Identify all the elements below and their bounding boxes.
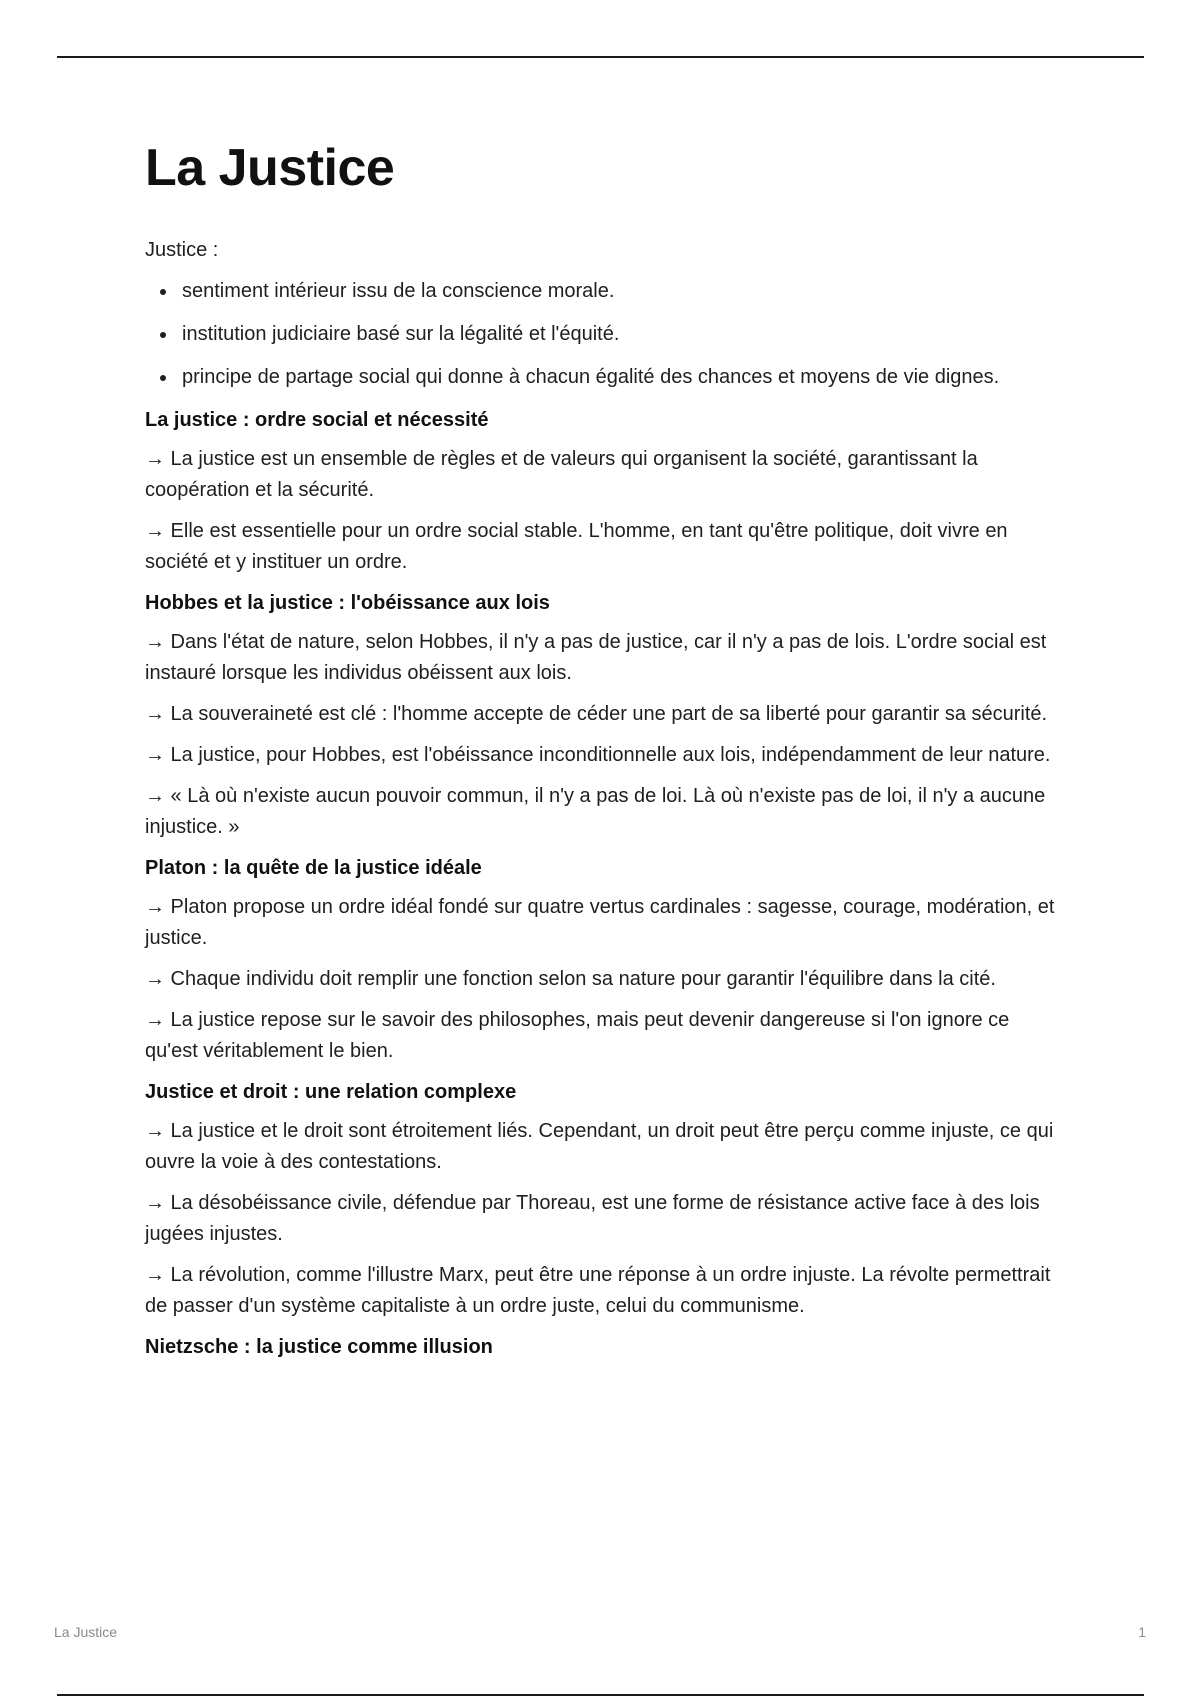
footer-document-title: La Justice [54,1624,118,1640]
section-heading: Hobbes et la justice : l'obéissance aux lois [145,592,550,615]
definition-item: sentiment intérieur issu de la conscience morale. [182,276,1065,307]
paragraph: → La justice repose sur le savoir des philosophes, mais peut devenir dangereuse si l'on ignore ce qu'est véritablement le bien. [145,1009,1010,1063]
page-content [145,140,1065,1371]
page-title: La Justice [145,139,395,197]
section-heading: Platon : la quête de la justice idéale [145,857,482,880]
definition-list [145,276,1065,393]
intro-label: Justice : [145,239,219,262]
paragraph: → Elle est essentielle pour un ordre social stable. L'homme, en tant qu'être politique, doit vivre en société et y instituer un ordre. [145,520,1008,574]
paragraph: → La justice est un ensemble de règles et de valeurs qui organisent la société, garantissant la coopération et la sécurité. [145,448,978,502]
footer-page-number: 1 [1138,1624,1146,1640]
definition-item: institution judiciaire basé sur la légalité et l'équité. [182,319,1065,350]
section-heading: Justice et droit : une relation complexe [145,1081,517,1104]
paragraph: → La justice et le droit sont étroitement liés. Cependant, un droit peut être perçu comme injuste, ce qui ouvre la voie à des contestations. [145,1120,1054,1174]
section-nietzsche [145,1332,1065,1363]
section-heading: La justice : ordre social et nécessité [145,409,489,432]
paragraph: → Platon propose un ordre idéal fondé sur quatre vertus cardinales : sagesse, courage, modération, et justice. [145,896,1055,950]
paragraph: → La souveraineté est clé : l'homme accepte de céder une part de sa liberté pour garantir sa sécurité. [145,703,1048,726]
top-rule [57,56,1144,58]
section-justice-droit [145,1077,1065,1322]
section-platon [145,853,1065,1067]
paragraph: → « Là où n'existe aucun pouvoir commun, il n'y a pas de loi. Là où n'existe pas de loi, il n'y a aucune injustice. » [145,785,1046,839]
definition-item: principe de partage social qui donne à chacun égalité des chances et moyens de vie dignes. [182,362,1065,393]
paragraph: → Dans l'état de nature, selon Hobbes, il n'y a pas de justice, car il n'y a pas de lois. L'ordre social est instauré lorsque les individus obéissent aux lois. [145,631,1047,685]
section-ordre-social [145,405,1065,578]
paragraph: → La désobéissance civile, défendue par Thoreau, est une forme de résistance active face à des lois jugées injustes. [145,1192,1040,1246]
bottom-rule [57,1694,1144,1696]
paragraph: → La justice, pour Hobbes, est l'obéissance inconditionnelle aux lois, indépendamment de leur nature. [145,744,1051,767]
section-heading: Nietzsche : la justice comme illusion [145,1336,493,1359]
section-hobbes [145,588,1065,843]
paragraph: → La révolution, comme l'illustre Marx, peut être une réponse à un ordre injuste. La révolte permettrait de passer d'un système capitaliste à un ordre juste, celui du communisme. [145,1264,1051,1318]
paragraph: → Chaque individu doit remplir une fonction selon sa nature pour garantir l'équilibre dans la cité. [145,968,996,991]
